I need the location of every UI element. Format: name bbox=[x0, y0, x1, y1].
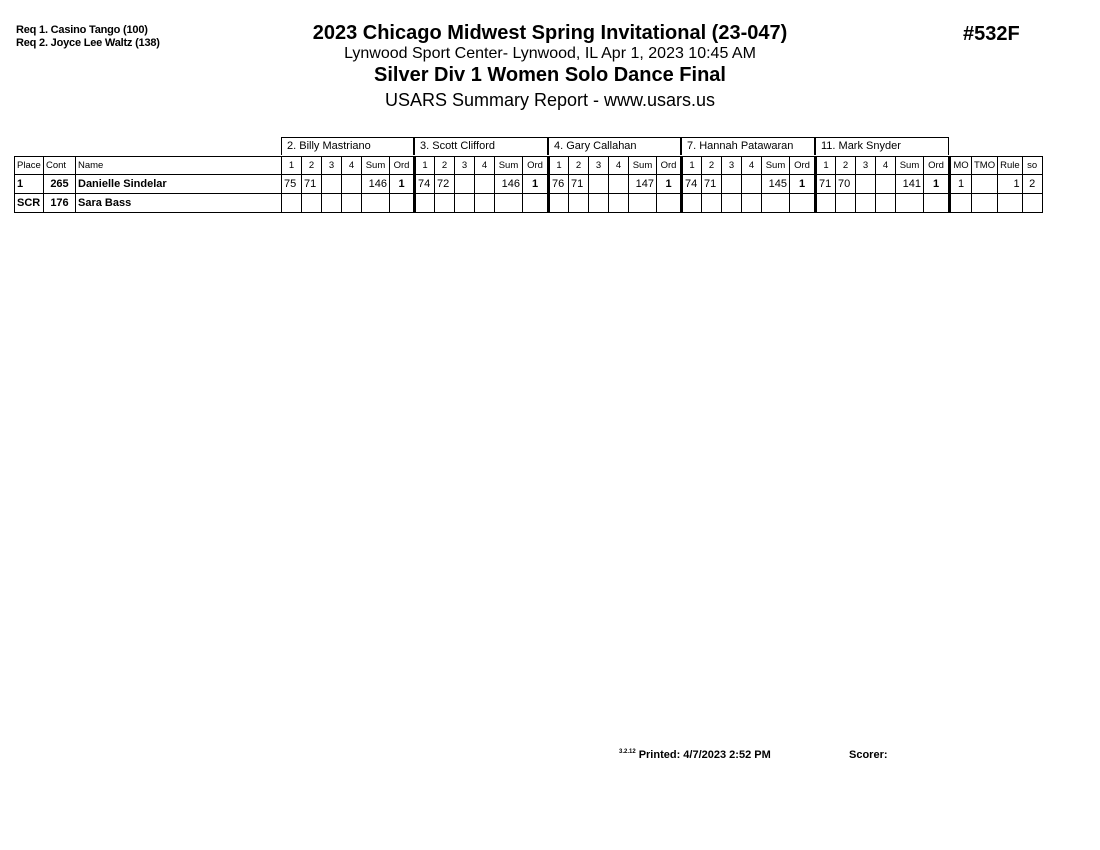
ord-cell: 1 bbox=[390, 175, 415, 194]
score-cell: 71 bbox=[569, 175, 589, 194]
mo-cell: 1 bbox=[950, 175, 972, 194]
place-cell: 1 bbox=[15, 175, 44, 194]
scorer-label: Scorer: bbox=[849, 749, 888, 761]
j1-col-2: 2 bbox=[302, 157, 322, 175]
printed-label: Printed: 4/7/2023 2:52 PM bbox=[638, 749, 771, 761]
j3-col-2: 2 bbox=[569, 157, 589, 175]
score-cell bbox=[836, 194, 856, 213]
judge-header-5: 11. Mark Snyder bbox=[815, 137, 949, 155]
j4-col-ord: Ord bbox=[790, 157, 816, 175]
score-cell bbox=[589, 175, 609, 194]
sum-cell bbox=[629, 194, 657, 213]
sum-cell bbox=[495, 194, 523, 213]
score-cell bbox=[415, 194, 435, 213]
so-cell bbox=[1022, 194, 1042, 213]
j4-col-1: 1 bbox=[682, 157, 702, 175]
judge-header-3: 4. Gary Callahan bbox=[548, 137, 681, 155]
sum-cell: 141 bbox=[896, 175, 924, 194]
j5-col-sum: Sum bbox=[896, 157, 924, 175]
table-row bbox=[15, 194, 1043, 213]
score-cell bbox=[475, 175, 495, 194]
score-cell bbox=[609, 175, 629, 194]
ord-cell: 1 bbox=[924, 175, 950, 194]
printed-timestamp bbox=[619, 749, 771, 761]
ord-cell bbox=[790, 194, 816, 213]
j3-col-1: 1 bbox=[549, 157, 569, 175]
j1-col-1: 1 bbox=[282, 157, 302, 175]
ord-cell bbox=[523, 194, 549, 213]
event-number: #532F bbox=[963, 23, 1020, 45]
j4-col-sum: Sum bbox=[762, 157, 790, 175]
j5-col-1: 1 bbox=[816, 157, 836, 175]
score-cell bbox=[589, 194, 609, 213]
report-title: USARS Summary Report - www.usars.us bbox=[384, 90, 716, 110]
score-cell bbox=[816, 194, 836, 213]
requested-music-list bbox=[16, 24, 160, 50]
sum-cell: 146 bbox=[362, 175, 390, 194]
j3-col-3: 3 bbox=[589, 157, 609, 175]
j2-col-2: 2 bbox=[435, 157, 455, 175]
ord-cell: 1 bbox=[523, 175, 549, 194]
venue-date-line: Lynwood Sport Center- Lynwood, IL Apr 1, 2023 10:45 AM bbox=[344, 45, 756, 62]
score-cell bbox=[549, 194, 569, 213]
score-cell bbox=[455, 175, 475, 194]
j4-col-3: 3 bbox=[722, 157, 742, 175]
ord-cell bbox=[924, 194, 950, 213]
j1-col-4: 4 bbox=[342, 157, 362, 175]
cont-cell: 176 bbox=[44, 194, 76, 213]
request-2: Req 2. Joyce Lee Waltz (138) bbox=[16, 37, 160, 49]
j3-col-4: 4 bbox=[609, 157, 629, 175]
score-cell bbox=[722, 175, 742, 194]
score-cell bbox=[282, 194, 302, 213]
score-cell: 74 bbox=[415, 175, 435, 194]
j2-col-ord: Ord bbox=[523, 157, 549, 175]
j3-col-ord: Ord bbox=[657, 157, 682, 175]
score-cell bbox=[856, 175, 876, 194]
j5-col-4: 4 bbox=[876, 157, 896, 175]
score-cell: 71 bbox=[702, 175, 722, 194]
mo-cell bbox=[950, 194, 972, 213]
ord-cell bbox=[390, 194, 415, 213]
j2-col-4: 4 bbox=[475, 157, 495, 175]
j4-col-2: 2 bbox=[702, 157, 722, 175]
sum-cell bbox=[896, 194, 924, 213]
score-cell bbox=[609, 194, 629, 213]
score-cell bbox=[856, 194, 876, 213]
j5-col-3: 3 bbox=[856, 157, 876, 175]
score-cell bbox=[475, 194, 495, 213]
score-cell bbox=[682, 194, 702, 213]
col-mo: MO bbox=[950, 157, 972, 175]
col-cont: Cont bbox=[44, 157, 76, 175]
col-place: Place bbox=[15, 157, 44, 175]
ord-cell: 1 bbox=[790, 175, 816, 194]
score-cell bbox=[742, 175, 762, 194]
j4-col-4: 4 bbox=[742, 157, 762, 175]
score-cell: 75 bbox=[282, 175, 302, 194]
rule-cell bbox=[998, 194, 1023, 213]
score-cell: 70 bbox=[836, 175, 856, 194]
version-label: 3.2.12 bbox=[619, 749, 636, 756]
j2-col-3: 3 bbox=[455, 157, 475, 175]
sum-cell: 145 bbox=[762, 175, 790, 194]
score-cell: 76 bbox=[549, 175, 569, 194]
sum-cell: 147 bbox=[629, 175, 657, 194]
judge-header-1: 2. Billy Mastriano bbox=[281, 137, 414, 155]
score-cell bbox=[435, 194, 455, 213]
score-cell: 71 bbox=[302, 175, 322, 194]
request-1: Req 1. Casino Tango (100) bbox=[16, 24, 148, 36]
j1-col-3: 3 bbox=[322, 157, 342, 175]
score-cell bbox=[302, 194, 322, 213]
tmo-cell bbox=[972, 175, 998, 194]
score-cell bbox=[742, 194, 762, 213]
ord-cell: 1 bbox=[657, 175, 682, 194]
sum-cell bbox=[762, 194, 790, 213]
score-cell bbox=[342, 194, 362, 213]
cont-cell: 265 bbox=[44, 175, 76, 194]
competition-title: 2023 Chicago Midwest Spring Invitational (23-047) bbox=[312, 22, 788, 44]
score-cell bbox=[455, 194, 475, 213]
event-title: Silver Div 1 Women Solo Dance Final bbox=[374, 64, 726, 86]
j1-col-ord: Ord bbox=[390, 157, 415, 175]
score-cell bbox=[322, 175, 342, 194]
ord-cell bbox=[657, 194, 682, 213]
score-cell bbox=[702, 194, 722, 213]
j5-col-ord: Ord bbox=[924, 157, 950, 175]
score-cell bbox=[722, 194, 742, 213]
score-cell: 71 bbox=[816, 175, 836, 194]
place-cell: SCR bbox=[15, 194, 44, 213]
judge-header-4: 7. Hannah Patawaran bbox=[681, 137, 815, 155]
name-cell: Danielle Sindelar bbox=[76, 175, 282, 194]
score-cell bbox=[322, 194, 342, 213]
column-header-row bbox=[15, 157, 1043, 175]
sum-cell: 146 bbox=[495, 175, 523, 194]
table-row bbox=[15, 175, 1043, 194]
score-cell bbox=[342, 175, 362, 194]
j2-col-1: 1 bbox=[415, 157, 435, 175]
score-cell: 74 bbox=[682, 175, 702, 194]
col-rule: Rule bbox=[998, 157, 1023, 175]
rule-cell: 1 bbox=[998, 175, 1023, 194]
col-tmo: TMO bbox=[972, 157, 998, 175]
j1-col-sum: Sum bbox=[362, 157, 390, 175]
score-cell bbox=[876, 194, 896, 213]
so-cell: 2 bbox=[1022, 175, 1042, 194]
score-cell: 72 bbox=[435, 175, 455, 194]
sum-cell bbox=[362, 194, 390, 213]
score-cell bbox=[569, 194, 589, 213]
j3-col-sum: Sum bbox=[629, 157, 657, 175]
j2-col-sum: Sum bbox=[495, 157, 523, 175]
results-table bbox=[14, 156, 1043, 213]
score-cell bbox=[876, 175, 896, 194]
judge-header-2: 3. Scott Clifford bbox=[414, 137, 548, 155]
name-cell: Sara Bass bbox=[76, 194, 282, 213]
col-so: so bbox=[1022, 157, 1042, 175]
tmo-cell bbox=[972, 194, 998, 213]
j5-col-2: 2 bbox=[836, 157, 856, 175]
col-name: Name bbox=[76, 157, 282, 175]
